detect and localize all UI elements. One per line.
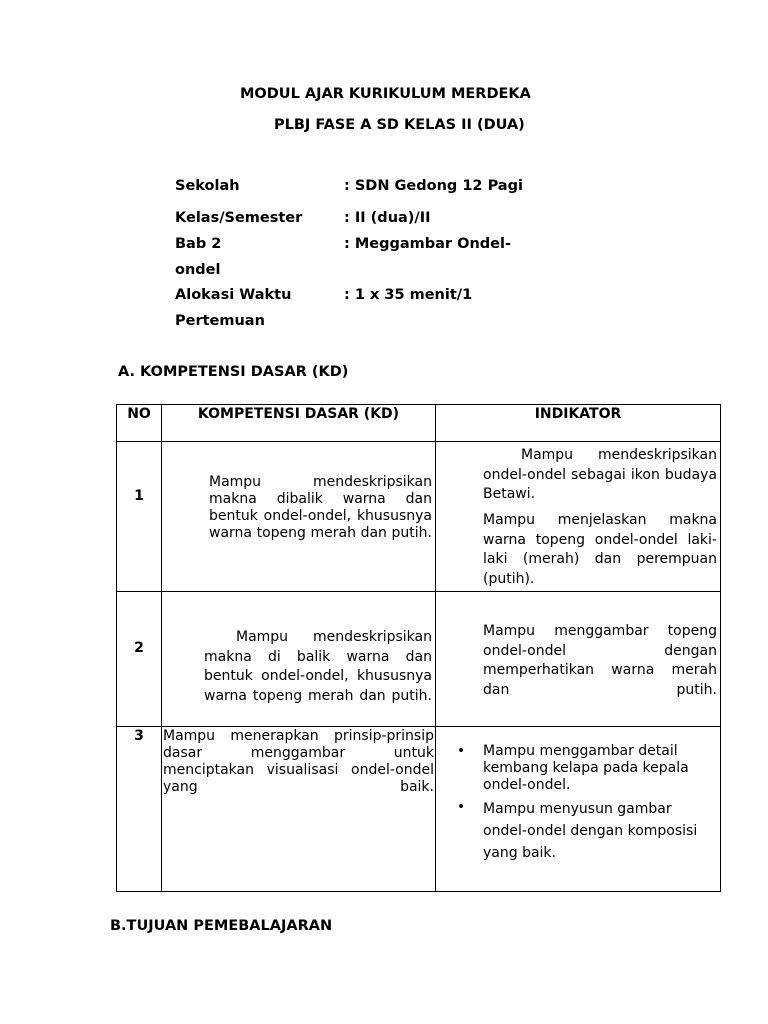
document-title: MODUL AJAR KURIKULUM MERDEKA xyxy=(240,86,531,102)
indicator-cell xyxy=(436,592,721,727)
indicator-cell xyxy=(436,727,721,892)
kd-cell xyxy=(162,592,436,727)
kd-text: Mampu mendeskripsikan makna di balik warna dan bentuk ondel-ondel, khususnya warna topeng merah dan putih. xyxy=(204,629,432,704)
header-kd: KOMPETENSI DASAR (KD) xyxy=(162,405,436,442)
indicator-text: Mampu menjelaskan makna warna topeng ondel-ondel laki-laki (merah) dan perempuan (putih). xyxy=(483,512,717,587)
kd-text: Mampu mendeskripsikan makna dibalik warna dan bentuk ondel-ondel, khususnya warna topeng merah dan putih. xyxy=(209,474,432,541)
school-label: Sekolah xyxy=(175,178,240,194)
class-label: Kelas/Semester xyxy=(175,210,303,226)
row-number: 2 xyxy=(117,592,162,727)
chapter-continuation: ondel xyxy=(175,262,221,278)
kd-text: Mampu menerapkan prinsip-prinsip dasar menggambar untuk menciptakan visualisasi ondel-ondel yang baik. xyxy=(163,728,434,795)
kd-cell xyxy=(162,442,436,592)
indicator-text: Mampu mendeskripsikan ondel-ondel sebagai ikon budaya Betawi. xyxy=(483,447,717,502)
school-value: : SDN Gedong 12 Pagi xyxy=(344,178,523,194)
section-b-heading: B.TUJUAN PEMEBALAJARAN xyxy=(110,918,333,934)
indicator-text: Mampu menyusun gambar ondel-ondel dengan komposisi yang baik. xyxy=(483,801,698,861)
chapter-label: Bab 2 xyxy=(175,236,222,252)
time-value: : 1 x 35 menit/1 xyxy=(344,287,473,303)
table-header-row xyxy=(117,405,721,442)
row-number: 1 xyxy=(117,442,162,592)
indicator-text: Mampu menggambar topeng ondel-ondel dengan memperhatikan warna merah dan putih. xyxy=(483,623,717,698)
indicator-cell xyxy=(436,442,721,592)
indicator-text: Mampu menggambar detail kembang kelapa pada kepala ondel-ondel. xyxy=(483,743,689,793)
table-row xyxy=(117,592,721,727)
chapter-value: : Meggambar Ondel- xyxy=(344,236,511,252)
bullet-icon: • xyxy=(457,799,466,815)
time-continuation: Pertemuan xyxy=(175,313,265,329)
header-indicator: INDIKATOR xyxy=(436,405,721,442)
competency-table xyxy=(116,404,721,892)
kd-cell xyxy=(162,727,436,892)
class-value: : II (dua)/II xyxy=(344,210,431,226)
table-row xyxy=(117,442,721,592)
table-row xyxy=(117,727,721,892)
bullet-icon: • xyxy=(457,743,466,759)
document-subtitle: PLBJ FASE A SD KELAS II (DUA) xyxy=(274,117,525,133)
row-number: 3 xyxy=(117,727,162,892)
header-no: NO xyxy=(117,405,162,442)
time-label: Alokasi Waktu xyxy=(175,287,292,303)
section-a-heading: A. KOMPETENSI DASAR (KD) xyxy=(118,364,349,380)
